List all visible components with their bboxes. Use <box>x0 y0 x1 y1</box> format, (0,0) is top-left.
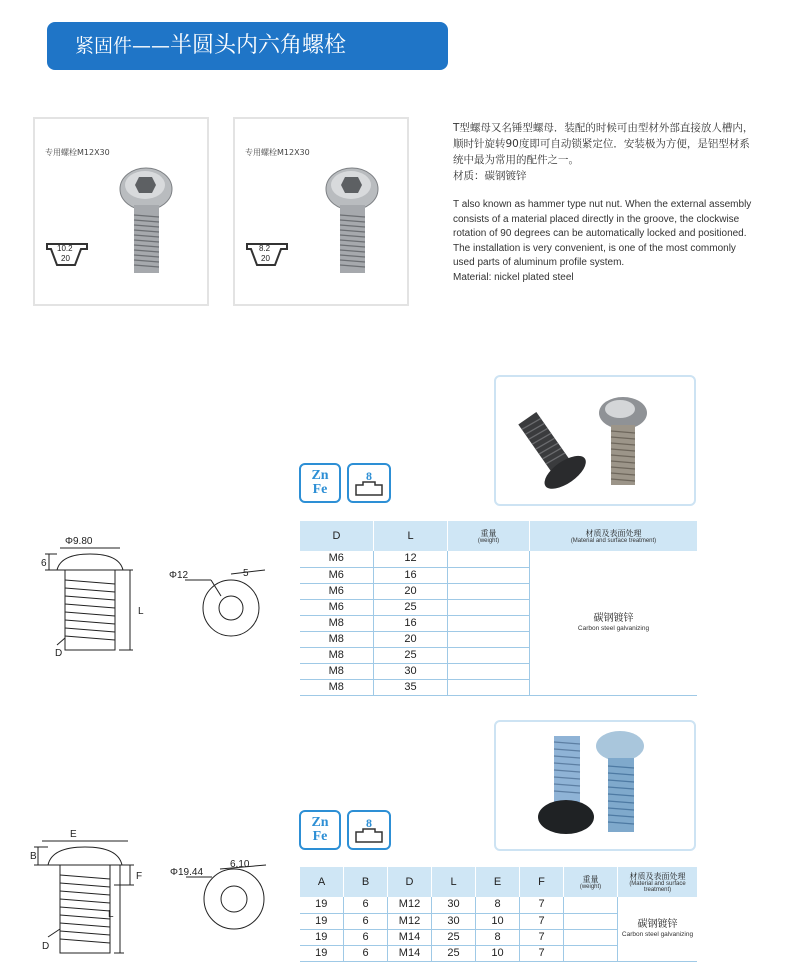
material-cell: 碳钢镀锌 Carbon steel galvanizing <box>530 551 698 695</box>
dim-f: F <box>136 871 143 882</box>
dim-head-height: 6 <box>41 558 47 569</box>
slot-8-badge <box>347 463 391 503</box>
desc-line: 统中最为常用的配件之一。 <box>453 154 579 166</box>
section-banner <box>47 22 448 70</box>
dim-diameter: D <box>42 941 50 952</box>
profile-bottom-dim: 20 <box>61 254 70 263</box>
table-row: M6 16 <box>300 567 698 583</box>
table-row: M8 16 <box>300 615 698 631</box>
spec-table-2 <box>299 867 697 962</box>
desc-line: rotation of 90 degrees can be automatically locked and positioned. <box>453 228 747 239</box>
table-row: M6 25 <box>300 599 698 615</box>
desc-line: T also known as hammer type nut nut. When the external assembly <box>453 199 752 210</box>
material-cell: 碳钢镀锌 Carbon steel galvanizing <box>618 897 698 961</box>
table-row: 19 6 M12 30 8 7 碳钢镀锌 Carbon steel galvanizing <box>300 897 698 913</box>
dim-length: L <box>108 909 114 920</box>
col-weight: 重量 (weight) <box>448 521 530 551</box>
desc-line: T型螺母又名锤型螺母．装配的时候可由型材外部直接放人槽内， <box>453 122 754 134</box>
technical-drawing-1 <box>35 530 275 665</box>
table-row: 19 6 M12 30 10 7 <box>300 913 698 929</box>
zn-fe-badge <box>299 810 341 850</box>
product-photo-2 <box>494 720 696 851</box>
dim-hex-size: 6.10 <box>230 859 250 870</box>
table-row: M6 12 碳钢镀锌 Carbon steel galvanizing <box>300 551 698 567</box>
badge-fe: Fe <box>312 829 328 844</box>
product-card-1 <box>33 117 209 306</box>
desc-line: Material: nickel plated steel <box>453 271 574 283</box>
desc-line: 顺时针旋转90度即可自动锁紧定位．安装极为方便，是铝型材系 <box>453 138 750 150</box>
product-card-2 <box>233 117 409 306</box>
dim-diameter: D <box>55 648 63 659</box>
table-row: 19 6 M14 25 10 7 <box>300 945 698 961</box>
col-material: 材质及表面处理 (Material and surface treatment) <box>530 521 698 551</box>
table-row: M8 30 <box>300 663 698 679</box>
desc-line: The installation is very convenient, is one of the most commonly <box>453 242 736 254</box>
slot-8-badge <box>347 810 391 850</box>
table-row: 19 6 M14 25 8 7 <box>300 929 698 945</box>
dim-top-diameter: Φ19.44 <box>170 867 204 878</box>
dim-hex-size: 5 <box>243 568 249 579</box>
table-row: M6 20 <box>300 583 698 599</box>
dim-b: B <box>30 851 37 862</box>
col-d: D <box>300 521 374 551</box>
profile-bottom-dim: 20 <box>261 254 270 263</box>
profile-top-dim: 10.2 <box>57 244 73 253</box>
bolt-illustration <box>35 119 207 304</box>
col-e: E <box>476 867 520 897</box>
product-photo-1 <box>494 375 696 506</box>
spec-table-1 <box>299 521 697 696</box>
desc-line: used parts of aluminum profile system. <box>453 257 625 268</box>
badge-fe: Fe <box>312 482 328 497</box>
badge-zn: Zn <box>311 468 329 483</box>
description-en <box>453 198 783 285</box>
slot-size: 8 <box>366 469 372 483</box>
zn-fe-badge <box>299 463 341 503</box>
bolt-illustration <box>235 119 407 304</box>
banner-title: 半圆头内六角螺栓 <box>170 33 347 58</box>
dim-length: L <box>138 606 144 617</box>
col-f: F <box>520 867 564 897</box>
col-d: D <box>388 867 432 897</box>
desc-line: 材质：碳钢镀锌 <box>453 170 527 182</box>
product-label: 专用螺栓M12X30 <box>245 148 310 157</box>
profile-top-dim: 8.2 <box>259 244 271 253</box>
col-l: L <box>374 521 448 551</box>
table-row: M8 25 <box>300 647 698 663</box>
technical-drawing-2 <box>30 825 280 960</box>
col-material: 材质及表面处理 (Material and surface treatment) <box>618 867 698 897</box>
col-l: L <box>432 867 476 897</box>
product-label: 专用螺栓M12X30 <box>45 148 110 157</box>
description-cn <box>453 120 783 184</box>
col-weight: 重量 (weight) <box>564 867 618 897</box>
slot-size: 8 <box>366 816 372 830</box>
col-b: B <box>344 867 388 897</box>
dim-top-diameter: Φ12 <box>169 570 189 581</box>
banner-prefix: 紧固件—— <box>75 35 171 57</box>
dim-e: E <box>70 829 77 840</box>
dim-head-diameter: Φ9.80 <box>65 536 93 547</box>
table-row: M8 20 <box>300 631 698 647</box>
col-a: A <box>300 867 344 897</box>
desc-line: consists of a material placed directly in the groove, the clockwise <box>453 213 740 225</box>
badge-zn: Zn <box>311 815 329 830</box>
table-row: M8 35 <box>300 679 698 695</box>
